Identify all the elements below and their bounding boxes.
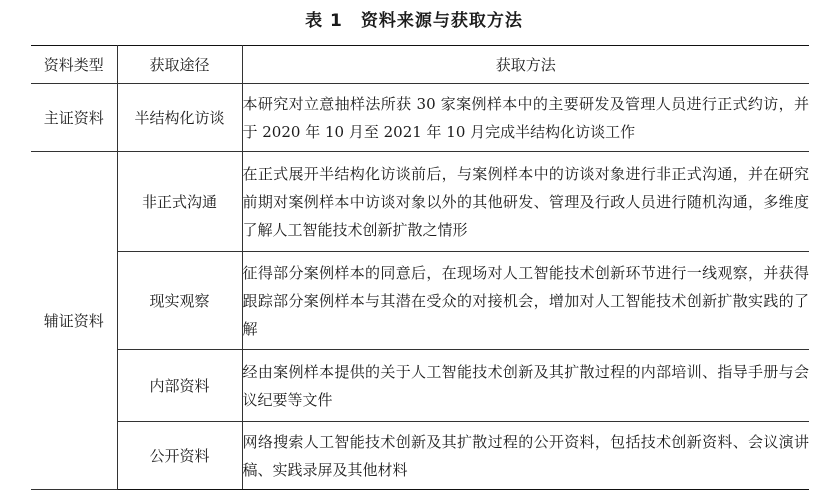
header-channel: 获取途径 (117, 46, 242, 84)
table-title: 资料来源与获取方法 (360, 11, 523, 31)
channel-cell: 现实观察 (117, 252, 242, 350)
table-row (31, 422, 809, 490)
table-caption (0, 10, 828, 32)
sources-table (31, 45, 809, 490)
channel-cell: 半结构化访谈 (117, 84, 242, 152)
table-row (31, 152, 809, 252)
channel-cell: 内部资料 (117, 350, 242, 422)
table-number: 表 1 (305, 11, 343, 31)
data-type-cell: 主证资料 (31, 84, 117, 152)
method-cell: 征得部分案例样本的同意后，在现场对人工智能技术创新环节进行一线观察，并获得跟踪部分案例样本与其潜在受众的对接机会，增加对人工智能技术创新扩散实践的了解 (242, 252, 809, 350)
method-cell: 本研究对立意抽样法所获 30 家案例样本中的主要研发及管理人员进行正式约访，并于 2020 年 10 月至 2021 年 10 月完成半结构化访谈工作 (242, 84, 809, 152)
method-cell: 经由案例样本提供的关于人工智能技术创新及其扩散过程的内部培训、指导手册与会议纪要等文件 (242, 350, 809, 422)
data-type-cell: 辅证资料 (31, 152, 117, 490)
header-method: 获取方法 (242, 46, 809, 84)
table-row (31, 350, 809, 422)
table-header-row (31, 46, 809, 84)
header-data-type: 资料类型 (31, 46, 117, 84)
table-row (31, 252, 809, 350)
table-row (31, 84, 809, 152)
channel-cell: 公开资料 (117, 422, 242, 490)
method-cell: 网络搜索人工智能技术创新及其扩散过程的公开资料，包括技术创新资料、会议演讲稿、实践录屏及其他材料 (242, 422, 809, 490)
channel-cell: 非正式沟通 (117, 152, 242, 252)
method-cell: 在正式展开半结构化访谈前后，与案例样本中的访谈对象进行非正式沟通，并在研究前期对案例样本中访谈对象以外的其他研发、管理及行政人员进行随机沟通，多维度了解人工智能技术创新扩散之情形 (242, 152, 809, 252)
